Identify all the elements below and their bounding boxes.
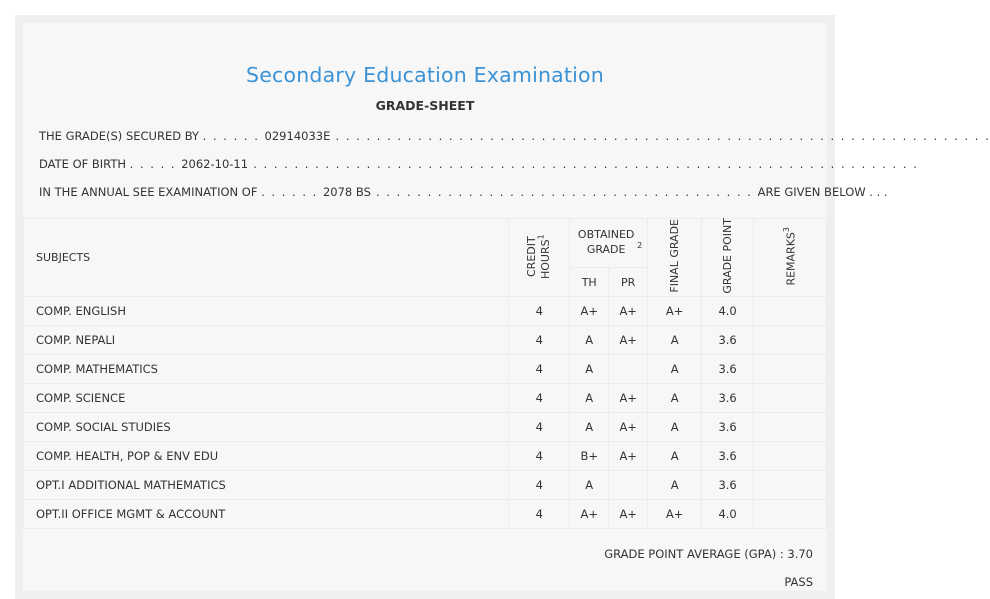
remarks-cell (754, 355, 827, 384)
gp-cell: 4.0 (702, 500, 754, 529)
remarks-cell (754, 297, 827, 326)
credit-cell: 4 (509, 500, 570, 529)
gp-cell: 3.6 (702, 326, 754, 355)
final-cell: A+ (648, 500, 702, 529)
given-below-text: ARE GIVEN BELOW . . . (757, 185, 888, 199)
subject-cell: OPT.I ADDITIONAL MATHEMATICS (24, 471, 509, 500)
table-row (24, 500, 827, 529)
subject-cell: COMP. SOCIAL STUDIES (24, 413, 509, 442)
subject-cell: COMP. SCIENCE (24, 384, 509, 413)
header-pr: PR (609, 268, 648, 297)
gpa-label: GRADE POINT AVERAGE (GPA) : (604, 547, 784, 561)
remarks-cell (754, 326, 827, 355)
final-cell: A (648, 326, 702, 355)
gp-cell: 3.6 (702, 471, 754, 500)
table-row (24, 384, 827, 413)
final-cell: A (648, 384, 702, 413)
table-row (24, 442, 827, 471)
final-cell: A+ (648, 297, 702, 326)
subject-cell: COMP. MATHEMATICS (24, 355, 509, 384)
table-row (24, 297, 827, 326)
final-cell: A (648, 413, 702, 442)
remarks-cell (754, 384, 827, 413)
pr-cell (609, 471, 648, 500)
th-cell: A (570, 471, 609, 500)
secured-by-line: THE GRADE(S) SECURED BY . . . . . . 02914033E . . . . . . . . . . . . . . . . . . . . . . . . . . . . . . . . . . . . . . . . . . . . . . . . . . . . . . . . . . . . . . . . (39, 129, 990, 143)
credit-cell: 4 (509, 413, 570, 442)
credit-cell: 4 (509, 326, 570, 355)
pr-cell: A+ (609, 442, 648, 471)
exam-label: IN THE ANNUAL SEE EXAMINATION OF (39, 185, 258, 199)
dob-line: DATE OF BIRTH . . . . . 2062-10-11 . . . . . . . . . . . . . . . . . . . . . . . . . . . . . . . . . . . . . . . . . . . . . . . . . . . . . . . . . . . . . . . . . (39, 157, 919, 171)
credit-cell: 4 (509, 442, 570, 471)
final-cell: A (648, 442, 702, 471)
gp-cell: 4.0 (702, 297, 754, 326)
dob-label: DATE OF BIRTH (39, 157, 127, 171)
dob-value: 2062-10-11 (181, 157, 249, 171)
header-subjects: SUBJECTS (24, 219, 509, 297)
gp-cell: 3.6 (702, 442, 754, 471)
th-cell: A+ (570, 500, 609, 529)
subject-cell: OPT.II OFFICE MGMT & ACCOUNT (24, 500, 509, 529)
exam-line: IN THE ANNUAL SEE EXAMINATION OF . . . . . . 2078 BS . . . . . . . . . . . . . . . . . . . . . . . . . . . . . . . . . . . . . ARE GIVEN BELOW . . . (39, 185, 888, 199)
subject-cell: COMP. HEALTH, POP & ENV EDU (24, 442, 509, 471)
th-cell: A (570, 413, 609, 442)
table-row (24, 355, 827, 384)
th-cell: A (570, 384, 609, 413)
credit-cell: 4 (509, 355, 570, 384)
gp-cell: 3.6 (702, 384, 754, 413)
grades-table (23, 218, 827, 529)
page-title: Secondary Education Examination (246, 63, 604, 87)
header-final-grade: FINAL GRADE (648, 219, 702, 297)
header-credit-hours: CREDIT HOURS$^1$ (509, 219, 570, 297)
pr-cell: A+ (609, 500, 648, 529)
gp-cell: 3.6 (702, 355, 754, 384)
table-row (24, 413, 827, 442)
subject-cell: COMP. NEPALI (24, 326, 509, 355)
gp-cell: 3.6 (702, 413, 754, 442)
gpa-value: 3.70 (787, 547, 813, 561)
remarks-cell (754, 413, 827, 442)
th-cell: A+ (570, 297, 609, 326)
pr-cell: A+ (609, 413, 648, 442)
secured-by-label: THE GRADE(S) SECURED BY (39, 129, 200, 143)
final-cell: A (648, 355, 702, 384)
credit-cell: 4 (509, 384, 570, 413)
pr-cell: A+ (609, 326, 648, 355)
credit-cell: 4 (509, 471, 570, 500)
grade-sheet-frame (15, 15, 990, 599)
th-cell: A (570, 355, 609, 384)
table-row (24, 326, 827, 355)
final-cell: A (648, 471, 702, 500)
remarks-cell (754, 500, 827, 529)
pr-cell (609, 355, 648, 384)
th-cell: B+ (570, 442, 609, 471)
header-remarks: REMARKS$^3$ (754, 219, 827, 297)
header-grade-point: GRADE POINT (702, 219, 754, 297)
th-cell: A (570, 326, 609, 355)
exam-year: 2078 BS (322, 185, 371, 199)
subject-cell: COMP. ENGLISH (24, 297, 509, 326)
gpa-line (604, 547, 813, 561)
header-obtained-grade: OBTAINED GRADE $^2$ (570, 219, 648, 268)
result-status: PASS (784, 575, 813, 589)
table-row (24, 471, 827, 500)
remarks-cell (754, 442, 827, 471)
pr-cell: A+ (609, 297, 648, 326)
grade-sheet-panel (23, 23, 990, 591)
page-subtitle: GRADE-SHEET (375, 98, 475, 113)
pr-cell: A+ (609, 384, 648, 413)
credit-cell: 4 (509, 297, 570, 326)
symbol-number: 02914033E (264, 129, 331, 143)
header-th: TH (570, 268, 609, 297)
remarks-cell (754, 471, 827, 500)
